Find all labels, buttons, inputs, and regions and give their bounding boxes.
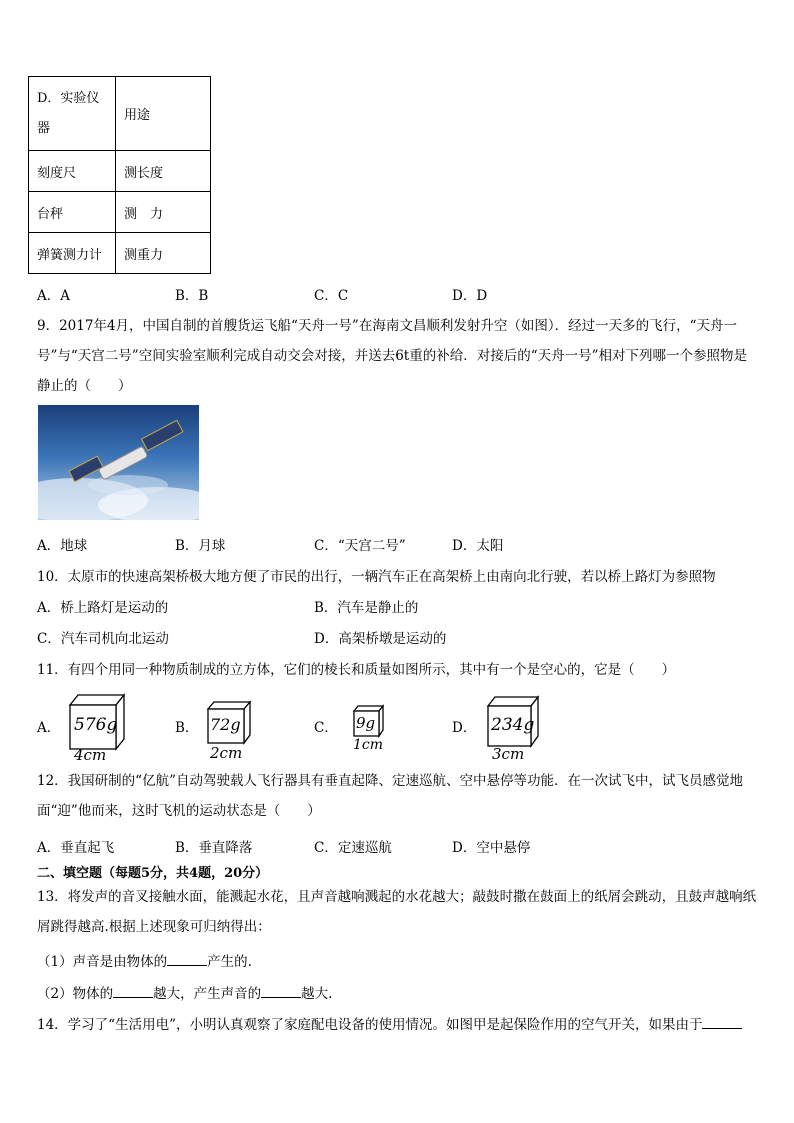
- table-cell: 测 力: [116, 192, 211, 233]
- cube-mass-label: 72g: [210, 715, 241, 734]
- q13-sub1-suffix: 产生的.: [207, 954, 252, 970]
- q14-stem-text: 14．学习了“生活用电”，小明认真观察了家庭配电设备的使用情况。如图甲是起保险作用的空气开关，如果由于: [37, 1017, 703, 1033]
- cube-mass-label: 234g: [491, 715, 535, 735]
- q11-option-c-letter: C．: [314, 720, 338, 736]
- table-row: [29, 77, 211, 151]
- q12-option-a: A．垂直起飞: [37, 840, 115, 856]
- q13-sub2: [37, 982, 332, 1002]
- section-heading: 二、填空题（每题5分，共4题，20分）: [37, 866, 269, 881]
- q11-stem: 11．有四个用同一种物质制成的立方体，它们的棱长和质量如图所示，其中有一个是空心的，它是（ ）: [37, 662, 676, 678]
- q10-stem: 10．太原市的快速高架桥极大地方便了市民的出行，一辆汽车正在高架桥上由南向北行驶，若以桥上路灯为参照物: [37, 569, 716, 585]
- q10-option-a: A．桥上路灯是运动的: [37, 600, 169, 616]
- cube-edge-label: 3cm: [492, 745, 525, 763]
- q10-option-d: D．高架桥墩是运动的: [314, 631, 447, 647]
- cube-edge-label: 4cm: [74, 746, 107, 764]
- q8-table: [28, 76, 211, 274]
- q9-option-c: C．“天宫二号”: [314, 538, 406, 554]
- answer-blank[interactable]: [167, 951, 207, 966]
- table-row: [29, 233, 211, 274]
- q9-option-b: B．月球: [175, 538, 226, 554]
- q9-option-d: D．太阳: [452, 538, 504, 554]
- q8-option-a: A．A: [37, 288, 70, 304]
- table-cell: 刻度尺: [29, 151, 116, 192]
- q13-sub1-prefix: （1）声音是由物体的: [37, 954, 168, 970]
- q9-stem: 9．2017年4月，中国自制的首艘货运飞船“天舟一号”在海南文昌顺利发射升空（如图）．经过一天多的飞行，“天舟一号”与“天宫二号”空间实验室顺利完成自动交会对接，并送去6t重的补给．对接后的“天舟一号”相对下列哪一个参照物是静止的（ ）: [37, 318, 748, 394]
- q12-option-b: B．垂直降落: [175, 840, 253, 856]
- q11-cube-b: [206, 699, 254, 762]
- q12-option-c: C．定速巡航: [314, 840, 392, 856]
- table-cell: [29, 77, 116, 151]
- answer-blank[interactable]: [702, 1014, 742, 1029]
- table-cell: 弹簧测力计: [29, 233, 116, 274]
- q9-option-a: A．地球: [37, 538, 88, 554]
- q14-stem: [37, 1013, 742, 1033]
- table-cell: 测长度: [116, 151, 211, 192]
- q10-option-c: C．汽车司机向北运动: [37, 631, 169, 647]
- table-row: [29, 192, 211, 233]
- q10-option-b: B．汽车是静止的: [314, 600, 419, 616]
- q8-option-d: D．D: [452, 288, 488, 304]
- q11-option-d-letter: D．: [452, 720, 477, 736]
- cube-edge-label: 2cm: [210, 744, 243, 762]
- table-cell: 测重力: [116, 233, 211, 274]
- q11-cube-c: [352, 704, 386, 753]
- answer-blank[interactable]: [113, 983, 153, 998]
- q13-sub2-middle: 越大，产生声音的: [153, 986, 262, 1002]
- q11-cube-d: [486, 694, 542, 763]
- cube-mass-label: 9g: [356, 714, 376, 732]
- table-row: [29, 151, 211, 192]
- cube-mass-label: 576g: [74, 715, 118, 735]
- q13-stem: 13．将发声的音叉接触水面，能溅起水花，且声音越响溅起的水花越大；敲鼓时撒在鼓面上的纸屑会跳动，且鼓声越响纸屑跳得越高.根据上述现象可归纳得出：: [37, 889, 757, 935]
- space-station-image: [38, 405, 199, 520]
- table-header-use: 用途: [116, 77, 211, 151]
- q13-sub2-prefix: （2）物体的: [37, 986, 114, 1002]
- table-header-instrument: D．实验仪器: [37, 90, 100, 136]
- cube-edge-label: 1cm: [353, 737, 384, 753]
- q12-stem: 12．我国研制的“亿航”自动驾驶载人飞行器具有垂直起降、定速巡航、空中悬停等功能．在一次试飞中，试飞员感觉地面“迎”他而来，这时飞机的运动状态是（ ）: [37, 773, 743, 819]
- q8-option-b: B．B: [175, 288, 209, 304]
- answer-blank[interactable]: [261, 983, 301, 998]
- q8-option-c: C．C: [314, 288, 349, 304]
- q11-option-a-letter: A．: [37, 720, 61, 736]
- q12-option-d: D．空中悬停: [452, 840, 531, 856]
- table-cell: 台秤: [29, 192, 116, 233]
- q13-sub2-suffix: 越大.: [301, 986, 333, 1002]
- q13-sub1: [37, 950, 252, 970]
- q11-option-b-letter: B．: [175, 720, 199, 736]
- q11-cube-a: [68, 691, 132, 765]
